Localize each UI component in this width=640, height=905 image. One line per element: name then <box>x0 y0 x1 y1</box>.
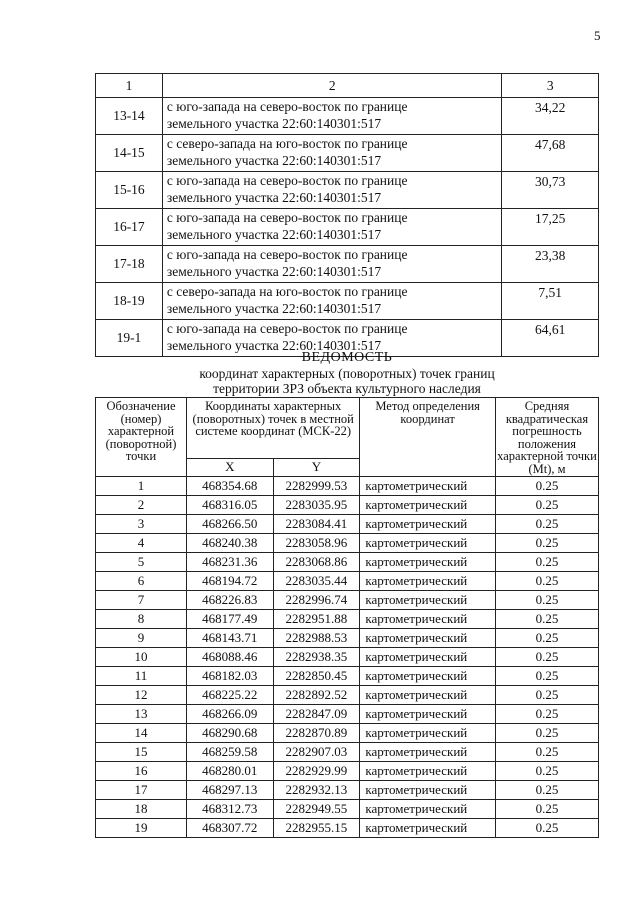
segment-length: 23,38 <box>502 246 599 283</box>
point-number: 8 <box>96 610 187 629</box>
coord-x: 468266.09 <box>187 705 274 724</box>
segment-length: 30,73 <box>502 172 599 209</box>
coord-y: 2282938.35 <box>273 648 360 667</box>
coord-y: 2283035.95 <box>273 496 360 515</box>
coord-x: 468290.68 <box>187 724 274 743</box>
coord-y: 2282929.99 <box>273 762 360 781</box>
header-error: Средняя квадратическая погрешность положения характерной точки (Mt), м <box>497 399 597 476</box>
segment-description <box>162 283 502 320</box>
coord-method: картометрический <box>360 819 496 838</box>
coord-method: картометрический <box>360 610 496 629</box>
header-y: Y <box>273 459 360 477</box>
table-row <box>96 819 599 838</box>
header-col-1: 1 <box>96 74 163 98</box>
coord-method: картометрический <box>360 572 496 591</box>
segment-description-line2: земельного участка 22:60:140301:517 <box>166 153 382 168</box>
point-number: 11 <box>96 667 187 686</box>
point-number: 10 <box>96 648 187 667</box>
segment-description-line1: с северо-запада на юго-восток по границе <box>166 284 408 299</box>
coord-error: 0.25 <box>495 743 598 762</box>
segment-points: 19-1 <box>96 320 163 357</box>
segment-points: 15-16 <box>96 172 163 209</box>
coord-y: 2282988.53 <box>273 629 360 648</box>
coord-error: 0.25 <box>495 800 598 819</box>
coord-method: картометрический <box>360 591 496 610</box>
coord-y: 2282907.03 <box>273 743 360 762</box>
segment-description-line1: с юго-запада на северо-восток по границе <box>166 173 408 188</box>
point-number: 15 <box>96 743 187 762</box>
coord-x: 468312.73 <box>187 800 274 819</box>
segment-description-line1: с юго-запада на северо-восток по границе <box>166 247 408 262</box>
coord-method: картометрический <box>360 648 496 667</box>
coord-error: 0.25 <box>495 667 598 686</box>
header-col-3: 3 <box>502 74 599 98</box>
coord-x: 468354.68 <box>187 477 274 496</box>
coord-x: 468280.01 <box>187 762 274 781</box>
coord-x: 468177.49 <box>187 610 274 629</box>
boundary-segments-table <box>95 73 599 357</box>
coord-error: 0.25 <box>495 705 598 724</box>
segment-points: 13-14 <box>96 98 163 135</box>
segment-description-line1: с юго-запада на северо-восток по границе <box>166 321 408 336</box>
segment-description-line2: земельного участка 22:60:140301:517 <box>166 227 382 242</box>
table-row <box>96 762 599 781</box>
header-method: Метод определения координат <box>360 398 496 477</box>
table-row <box>96 705 599 724</box>
point-number: 1 <box>96 477 187 496</box>
segment-points: 16-17 <box>96 209 163 246</box>
coord-error: 0.25 <box>495 477 598 496</box>
segment-description-line1: с юго-запада на северо-восток по границе <box>166 210 408 225</box>
coord-x: 468259.58 <box>187 743 274 762</box>
point-number: 17 <box>96 781 187 800</box>
segment-length: 7,51 <box>502 283 599 320</box>
point-number: 6 <box>96 572 187 591</box>
segment-description-line2: земельного участка 22:60:140301:517 <box>166 301 382 316</box>
coord-method: картометрический <box>360 781 496 800</box>
point-number: 7 <box>96 591 187 610</box>
coord-y: 2283058.96 <box>273 534 360 553</box>
segment-description <box>162 209 502 246</box>
segment-length: 34,22 <box>502 98 599 135</box>
coord-method: картометрический <box>360 686 496 705</box>
coord-method: картометрический <box>360 743 496 762</box>
segment-points: 18-19 <box>96 283 163 320</box>
header-x: X <box>187 459 274 477</box>
coord-error: 0.25 <box>495 553 598 572</box>
table-row <box>96 572 599 591</box>
point-number: 14 <box>96 724 187 743</box>
coord-method: картометрический <box>360 515 496 534</box>
statement-subtitle-line1: координат характерных (поворотных) точек границ <box>199 366 495 381</box>
coord-error: 0.25 <box>495 781 598 800</box>
table-row <box>96 591 599 610</box>
segment-length: 17,25 <box>502 209 599 246</box>
coord-error: 0.25 <box>495 648 598 667</box>
coord-error: 0.25 <box>495 515 598 534</box>
coord-y: 2282949.55 <box>273 800 360 819</box>
coord-method: картометрический <box>360 667 496 686</box>
coord-y: 2282932.13 <box>273 781 360 800</box>
table-row <box>96 135 599 172</box>
coord-method: картометрический <box>360 477 496 496</box>
coord-y: 2283068.86 <box>273 553 360 572</box>
coord-x: 468226.83 <box>187 591 274 610</box>
segment-description-line2: земельного участка 22:60:140301:517 <box>166 338 382 353</box>
coord-method: картометрический <box>360 496 496 515</box>
segment-points: 14-15 <box>96 135 163 172</box>
coord-x: 468266.50 <box>187 515 274 534</box>
coord-y: 2282999.53 <box>273 477 360 496</box>
coord-method: картометрический <box>360 724 496 743</box>
coord-error: 0.25 <box>495 610 598 629</box>
table-row <box>96 534 599 553</box>
coord-y: 2282850.45 <box>273 667 360 686</box>
coord-x: 468231.36 <box>187 553 274 572</box>
segment-points: 17-18 <box>96 246 163 283</box>
point-number: 2 <box>96 496 187 515</box>
segment-description <box>162 246 502 283</box>
segment-description-line2: земельного участка 22:60:140301:517 <box>166 264 382 279</box>
table-row <box>96 246 599 283</box>
page-number: 5 <box>594 28 601 43</box>
table-row <box>96 283 599 320</box>
table-row <box>96 98 599 135</box>
coord-x: 468088.46 <box>187 648 274 667</box>
coord-method: картометрический <box>360 534 496 553</box>
coord-error: 0.25 <box>495 534 598 553</box>
coord-method: картометрический <box>360 553 496 572</box>
coord-x: 468307.72 <box>187 819 274 838</box>
segment-description-line1: с северо-запада на юго-восток по границе <box>166 136 408 151</box>
coord-error: 0.25 <box>495 629 598 648</box>
table-row <box>96 172 599 209</box>
segment-length: 64,61 <box>502 320 599 357</box>
point-number: 4 <box>96 534 187 553</box>
statement-title: ВЕДОМОСТЬ <box>301 350 393 365</box>
segment-description-line2: земельного участка 22:60:140301:517 <box>166 116 382 131</box>
segment-description <box>162 172 502 209</box>
header-coordinates: Координаты характерных (поворотных) точек в местной системе координат (МСК-22) <box>187 398 360 459</box>
coord-y: 2282955.15 <box>273 819 360 838</box>
point-number: 18 <box>96 800 187 819</box>
coord-x: 468143.71 <box>187 629 274 648</box>
coord-error: 0.25 <box>495 591 598 610</box>
coord-error: 0.25 <box>495 496 598 515</box>
table-row <box>96 648 599 667</box>
coord-y: 2282996.74 <box>273 591 360 610</box>
coord-error: 0.25 <box>495 762 598 781</box>
coord-x: 468240.38 <box>187 534 274 553</box>
table-row <box>96 553 599 572</box>
point-number: 12 <box>96 686 187 705</box>
coord-x: 468182.03 <box>187 667 274 686</box>
table-row <box>96 781 599 800</box>
coord-x: 468194.72 <box>187 572 274 591</box>
segment-description-line1: с юго-запада на северо-восток по границе <box>166 99 408 114</box>
coord-error: 0.25 <box>495 819 598 838</box>
coord-y: 2283084.41 <box>273 515 360 534</box>
coord-method: картометрический <box>360 800 496 819</box>
coord-error: 0.25 <box>495 724 598 743</box>
table-row <box>96 800 599 819</box>
coordinates-table <box>95 397 599 838</box>
segment-description <box>162 98 502 135</box>
table-row <box>96 209 599 246</box>
point-number: 5 <box>96 553 187 572</box>
segment-description-line2: земельного участка 22:60:140301:517 <box>166 190 382 205</box>
header-col-2: 2 <box>162 74 502 98</box>
header-point-id: Обозначение (номер) характерной (поворотной) точки <box>96 398 187 477</box>
coord-y: 2282847.09 <box>273 705 360 724</box>
segment-description <box>162 135 502 172</box>
table-row <box>96 610 599 629</box>
table-row <box>96 496 599 515</box>
table-row <box>96 686 599 705</box>
coord-error: 0.25 <box>495 686 598 705</box>
statement-subtitle-line2: территории ЗРЗ объекта культурного наследия <box>213 381 481 396</box>
coord-method: картометрический <box>360 705 496 724</box>
point-number: 3 <box>96 515 187 534</box>
coord-method: картометрический <box>360 762 496 781</box>
segment-length: 47,68 <box>502 135 599 172</box>
table-row <box>96 629 599 648</box>
point-number: 13 <box>96 705 187 724</box>
coord-y: 2282951.88 <box>273 610 360 629</box>
table-row <box>96 743 599 762</box>
point-number: 16 <box>96 762 187 781</box>
coord-x: 468316.05 <box>187 496 274 515</box>
table-row <box>96 667 599 686</box>
point-number: 9 <box>96 629 187 648</box>
coord-y: 2282892.52 <box>273 686 360 705</box>
table-row <box>96 515 599 534</box>
table-row <box>96 724 599 743</box>
point-number: 19 <box>96 819 187 838</box>
coord-y: 2282870.89 <box>273 724 360 743</box>
coord-y: 2283035.44 <box>273 572 360 591</box>
coord-method: картометрический <box>360 629 496 648</box>
coord-error: 0.25 <box>495 572 598 591</box>
coord-x: 468225.22 <box>187 686 274 705</box>
table-header-row <box>96 398 599 459</box>
coord-x: 468297.13 <box>187 781 274 800</box>
table-header-row <box>96 74 599 98</box>
table-row <box>96 477 599 496</box>
